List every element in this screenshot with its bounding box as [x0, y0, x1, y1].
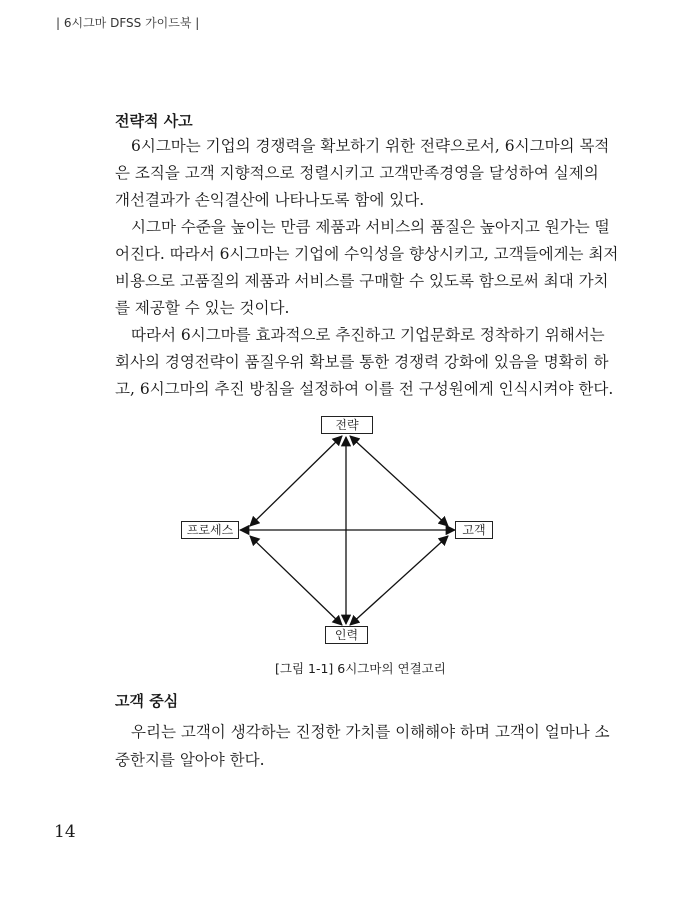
paragraph-line: 은 조직을 고객 지향적으로 정렬시키고 고객만족경영을 달성하여 실제의 [115, 164, 599, 182]
paragraph-line: 6시그마는 기업의 경쟁력을 확보하기 위한 전략으로서, 6시그마의 목적 [131, 137, 610, 155]
paragraph-line: 중한지를 알아야 한다. [115, 751, 265, 769]
arrow-strategy-customer [350, 436, 448, 526]
node-process: 프로세스 [181, 521, 239, 539]
arrow-customer-people [350, 536, 448, 625]
running-head: | 6시그마 DFSS 가이드북 | [56, 16, 200, 30]
paragraph-line: 따라서 6시그마를 효과적으로 추진하고 기업문화로 정착하기 위해서는 [131, 326, 605, 344]
page-number: 14 [54, 822, 76, 842]
paragraph-line: 개선결과가 손익결산에 나타나도록 함에 있다. [115, 191, 425, 209]
arrow-process-strategy [250, 436, 342, 526]
arrow-people-process [250, 536, 342, 625]
paragraph-line: 고, 6시그마의 추진 방침을 설정하여 이를 전 구성원에게 인식시켜야 한다. [115, 380, 614, 398]
paragraph-line: 회사의 경영전략이 품질우위 확보를 통한 경쟁력 강화에 있음을 명확히 하 [115, 353, 609, 371]
paragraph-line: 어진다. 따라서 6시그마는 기업에 수익성을 향상시키고, 고객들에게는 최저 [115, 245, 619, 263]
paragraph-line: 를 제공할 수 있는 것이다. [115, 299, 290, 317]
section-heading-customer-focus: 고객 중심 [115, 692, 179, 710]
figure-caption: [그림 1-1] 6시그마의 연결고리 [275, 661, 446, 676]
node-customer: 고객 [455, 521, 493, 539]
node-people: 인력 [325, 626, 368, 644]
node-strategy: 전략 [321, 416, 373, 434]
section-heading-strategic-thinking: 전략적 사고 [115, 112, 193, 130]
paragraph-line: 우리는 고객이 생각하는 진정한 가치를 이해해야 하며 고객이 얼마나 소 [131, 723, 610, 741]
paragraph-line: 비용으로 고품질의 제품과 서비스를 구매할 수 있도록 함으로써 최대 가치 [115, 272, 609, 290]
paragraph-line: 시그마 수준을 높이는 만큼 제품과 서비스의 품질은 높아지고 원가는 떨 [131, 218, 610, 236]
